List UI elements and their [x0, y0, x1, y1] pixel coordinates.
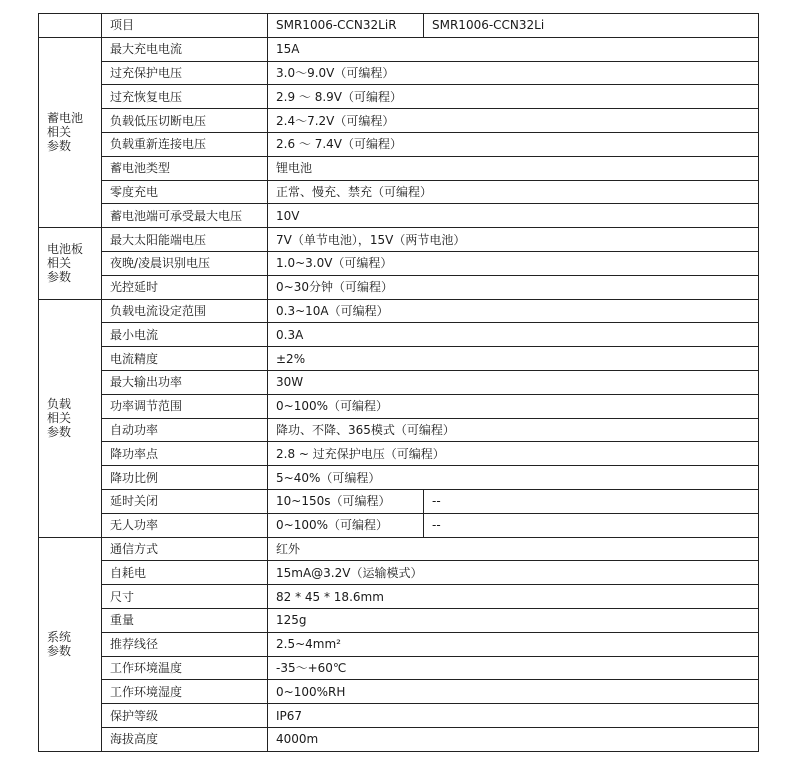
param-name-cell: 零度充电: [102, 180, 268, 204]
param-value-cell: -35～+60℃: [268, 656, 759, 680]
table-row: [39, 680, 759, 704]
param-name-cell: 蓄电池类型: [102, 156, 268, 180]
group-label-cell: [39, 537, 102, 751]
param-name-cell: 最大输出功率: [102, 370, 268, 394]
table-row: [39, 323, 759, 347]
param-name-cell: 最大太阳能端电压: [102, 228, 268, 252]
group-label-cell: [39, 37, 102, 227]
param-name-cell: 光控延时: [102, 275, 268, 299]
param-name-cell: 蓄电池端可承受最大电压: [102, 204, 268, 228]
param-value-cell: 2.9 ～ 8.9V（可编程）: [268, 85, 759, 109]
param-value-cell: 正常、慢充、禁充（可编程）: [268, 180, 759, 204]
param-name-cell: 工作环境温度: [102, 656, 268, 680]
param-value-b-cell: --: [424, 513, 759, 537]
group-label-line: 相关: [47, 256, 72, 271]
param-name-cell: 降功率点: [102, 442, 268, 466]
header-model-a: SMR1006-CCN32LiR: [268, 14, 424, 38]
param-name-cell: 降功比例: [102, 466, 268, 490]
table-row: [39, 466, 759, 490]
table-row: [39, 299, 759, 323]
table-row: [39, 37, 759, 61]
header-model-b: SMR1006-CCN32Li: [424, 14, 759, 38]
table-row: [39, 394, 759, 418]
param-value-cell: 2.6 ～ 7.4V（可编程）: [268, 132, 759, 156]
spec-table-body: [39, 14, 759, 752]
param-name-cell: 海拔高度: [102, 727, 268, 751]
param-name-cell: 最大充电电流: [102, 37, 268, 61]
group-label-cell: [39, 228, 102, 299]
param-name-cell: 通信方式: [102, 537, 268, 561]
param-name-cell: 功率调节范围: [102, 394, 268, 418]
table-row: [39, 61, 759, 85]
param-value-cell: 0~100%RH: [268, 680, 759, 704]
table-row: [39, 109, 759, 133]
group-label-line: 相关: [47, 125, 72, 140]
spec-table: [38, 13, 759, 752]
param-value-cell: 2.8 ~ 过充保护电压（可编程）: [268, 442, 759, 466]
table-row: [39, 418, 759, 442]
param-value-cell: ±2%: [268, 347, 759, 371]
param-value-cell: 15mA@3.2V（运输模式）: [268, 561, 759, 585]
param-value-cell: IP67: [268, 704, 759, 728]
table-row: [39, 85, 759, 109]
group-label-cell: [39, 299, 102, 537]
param-value-cell: 0.3A: [268, 323, 759, 347]
table-row: [39, 275, 759, 299]
group-label-line: 负载: [47, 397, 72, 412]
param-value-cell: 0~100%（可编程）: [268, 394, 759, 418]
table-row: [39, 132, 759, 156]
table-row: [39, 585, 759, 609]
param-name-cell: 夜晚/凌晨识别电压: [102, 251, 268, 275]
param-value-cell: 2.5~4mm²: [268, 632, 759, 656]
param-name-cell: 自耗电: [102, 561, 268, 585]
param-value-cell: 15A: [268, 37, 759, 61]
param-name-cell: 最小电流: [102, 323, 268, 347]
table-row: [39, 251, 759, 275]
param-value-cell: 降功、不降、365模式（可编程）: [268, 418, 759, 442]
table-row: [39, 442, 759, 466]
param-name-cell: 推荐线径: [102, 632, 268, 656]
param-name-cell: 尺寸: [102, 585, 268, 609]
group-label-line: 参数: [47, 644, 72, 659]
param-value-cell: 锂电池: [268, 156, 759, 180]
table-row: [39, 608, 759, 632]
header-group-cell: [39, 14, 102, 38]
group-label-line: 电池板: [47, 242, 84, 257]
param-name-cell: 负载重新连接电压: [102, 132, 268, 156]
table-row: [39, 370, 759, 394]
param-name-cell: 工作环境湿度: [102, 680, 268, 704]
table-row: [39, 561, 759, 585]
param-value-cell: 0~30分钟（可编程）: [268, 275, 759, 299]
param-value-cell: 82 * 45 * 18.6mm: [268, 585, 759, 609]
table-row: [39, 228, 759, 252]
param-value-cell: 0.3~10A（可编程）: [268, 299, 759, 323]
header-item-cell: 项目: [102, 14, 268, 38]
param-value-cell: 7V（单节电池），15V（两节电池）: [268, 228, 759, 252]
param-name-cell: 无人功率: [102, 513, 268, 537]
table-row: [39, 204, 759, 228]
table-row: [39, 656, 759, 680]
param-value-b-cell: --: [424, 489, 759, 513]
param-value-cell: 1.0~3.0V（可编程）: [268, 251, 759, 275]
param-name-cell: 保护等级: [102, 704, 268, 728]
param-name-cell: 延时关闭: [102, 489, 268, 513]
param-value-cell: 125g: [268, 608, 759, 632]
param-value-cell: 3.0～9.0V（可编程）: [268, 61, 759, 85]
group-label-line: 参数: [47, 139, 72, 154]
param-value-cell: 红外: [268, 537, 759, 561]
param-name-cell: 电流精度: [102, 347, 268, 371]
table-row: [39, 704, 759, 728]
param-value-cell: 0~100%（可编程）: [268, 513, 424, 537]
param-name-cell: 自动功率: [102, 418, 268, 442]
param-value-cell: 30W: [268, 370, 759, 394]
table-row: [39, 180, 759, 204]
table-row: [39, 489, 759, 513]
group-label-line: 蓄电池: [47, 111, 84, 126]
param-name-cell: 负载低压切断电压: [102, 109, 268, 133]
table-row: [39, 632, 759, 656]
group-label-line: 参数: [47, 270, 72, 285]
param-value-cell: 10V: [268, 204, 759, 228]
table-row: [39, 156, 759, 180]
param-value-cell: 10~150s（可编程）: [268, 489, 424, 513]
param-value-cell: 4000m: [268, 727, 759, 751]
table-row: [39, 727, 759, 751]
param-value-cell: 5~40%（可编程）: [268, 466, 759, 490]
header-row: [39, 14, 759, 38]
param-value-cell: 2.4～7.2V（可编程）: [268, 109, 759, 133]
group-label-line: 参数: [47, 425, 72, 440]
param-name-cell: 重量: [102, 608, 268, 632]
group-label-line: 相关: [47, 411, 72, 426]
param-name-cell: 过充保护电压: [102, 61, 268, 85]
table-row: [39, 513, 759, 537]
table-row: [39, 537, 759, 561]
param-name-cell: 负载电流设定范围: [102, 299, 268, 323]
group-label-line: 系统: [47, 630, 72, 645]
table-row: [39, 347, 759, 371]
param-name-cell: 过充恢复电压: [102, 85, 268, 109]
